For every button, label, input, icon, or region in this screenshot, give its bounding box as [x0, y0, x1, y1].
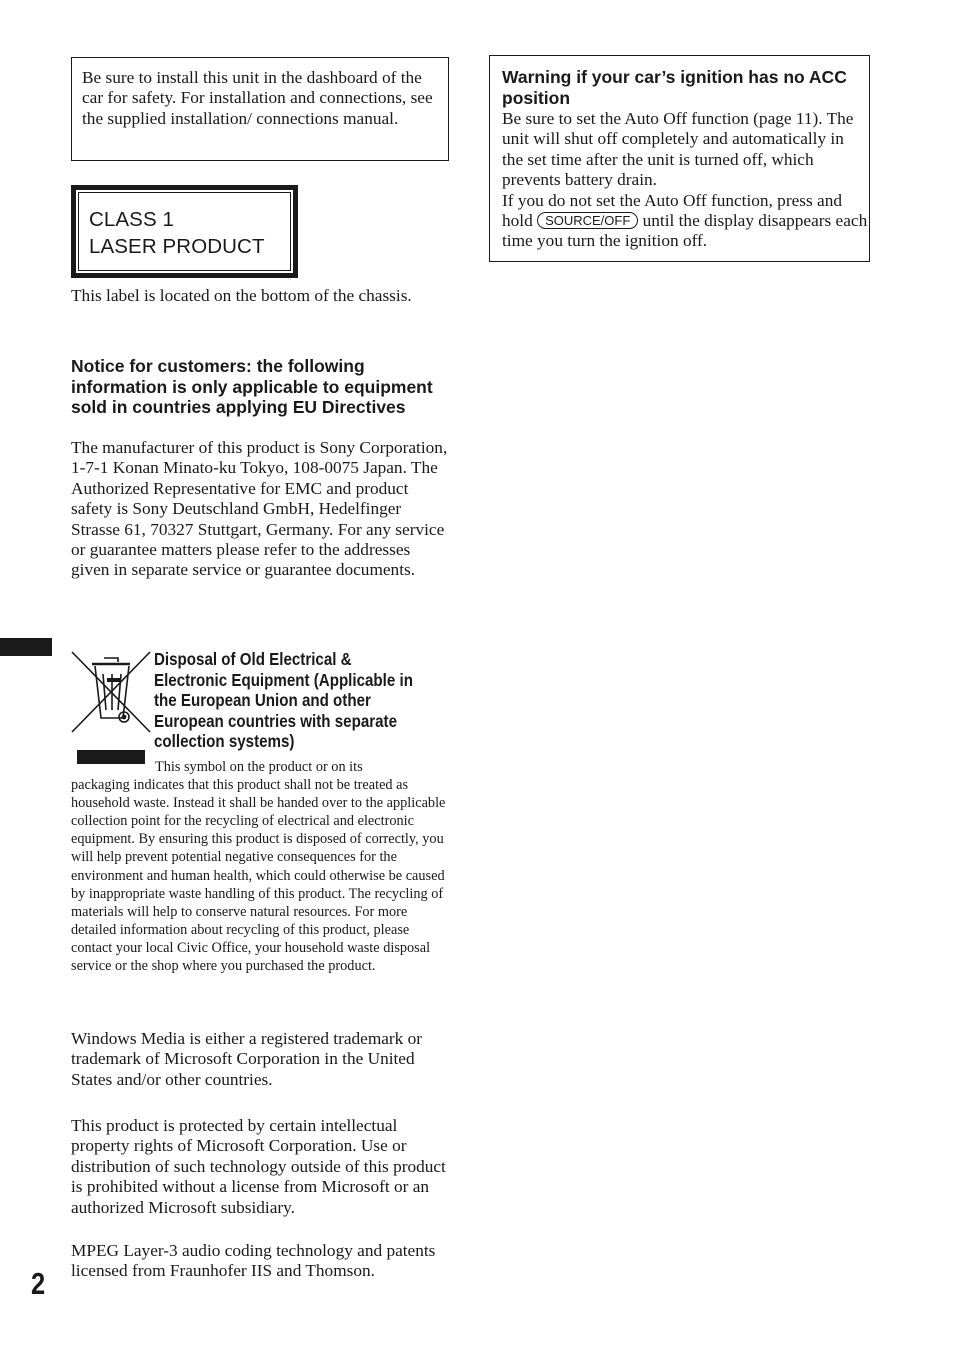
- mpeg-license-note: MPEG Layer-3 audio coding technology and patents licensed from Fraunhofer IIS and Thomson.: [71, 1241, 436, 1281]
- laser-label-line1: CLASS 1: [89, 208, 175, 231]
- page-number: 2: [31, 1266, 46, 1301]
- windows-media-trademark-note: Windows Media is either a registered trademark or trademark of Microsoft Corporation in the United States and/or other countries.: [71, 1029, 423, 1089]
- crossed-out-wheelie-bin-icon: [70, 650, 152, 734]
- disposal-heading-line: the European Union and other: [154, 690, 371, 711]
- disposal-heading-line: Disposal of Old Electrical &: [154, 649, 352, 669]
- install-note-text: Be sure to install this unit in the dashboard of the car for safety. For installation and connections, see the supplied installation/ connections manual.: [82, 68, 433, 128]
- source-off-key-label: SOURCE/OFF: [537, 212, 638, 229]
- acc-warning-line1: Be sure to set the Auto Off function (page 11). The unit will shut off completely and automatically in the set time after the unit is turned off, which prevents battery drain.: [502, 109, 854, 190]
- label-location-note: This label is located on the bottom of the chassis.: [71, 286, 412, 305]
- microsoft-ip-note: This product is protected by certain intellectual property rights of Microsoft Corporation. Use or distribution of such technology outside of this product is prohibited without a license from Microsoft or an authorized Microsoft subsidiary.: [71, 1116, 446, 1217]
- section-side-tab: [0, 638, 52, 656]
- acc-warning-body: [502, 109, 868, 252]
- acc-warning-heading: Warning if your car’s ignition has no ACC position: [502, 67, 847, 108]
- eu-notice-heading: Notice for customers: the following information is only applicable to equipment sold in countries applying EU Directives: [71, 356, 433, 417]
- acc-warning-line2-before: If you do not set the Auto Off function, press and hold: [502, 190, 842, 231]
- laser-label-line2: LASER PRODUCT: [89, 235, 265, 258]
- disposal-heading: [154, 649, 412, 752]
- eu-notice-body: The manufacturer of this product is Sony Corporation, 1-7-1 Konan Minato-ku Tokyo, 108-0075 Japan. The Authorized Representative for EMC and product safety is Sony Deutschland GmbH, Hedelfinger Strasse 61, 70327 Stuttgart, Germany. For any service or guarantee matters please refer to the addresses given in separate service or guarantee documents.: [71, 438, 448, 580]
- disposal-heading-line: collection systems): [154, 731, 295, 752]
- disposal-heading-line: Electronic Equipment (Applicable in: [154, 669, 413, 690]
- disposal-heading-line: European countries with separate: [154, 710, 398, 731]
- install-note-box: [71, 57, 449, 161]
- acc-warning-line2-after: until the display disappears each time you turn the ignition off.: [502, 211, 868, 251]
- disposal-body-text: packaging indicates that this product shall not be treated as household waste. Instead it shall be handed over to the applicable collection point for the recycling of electrical and electronic equipment. By ensuring this product is disposed of correctly, you will help prevent potential negative consequences for the environment and human health, which could otherwise be caused by inappropriate waste handling of this product. The recycling of materials will help to conserve natural resources. For more detailed information about recycling of this product, please contact your local Civic Office, your household waste disposal service or the shop where you purchased the product.: [71, 777, 446, 975]
- disposal-body-first-line: This symbol on the product or on its: [155, 759, 363, 775]
- laser-class-label: [71, 185, 298, 278]
- acc-warning-box: [489, 55, 870, 262]
- disposal-body: [71, 758, 449, 975]
